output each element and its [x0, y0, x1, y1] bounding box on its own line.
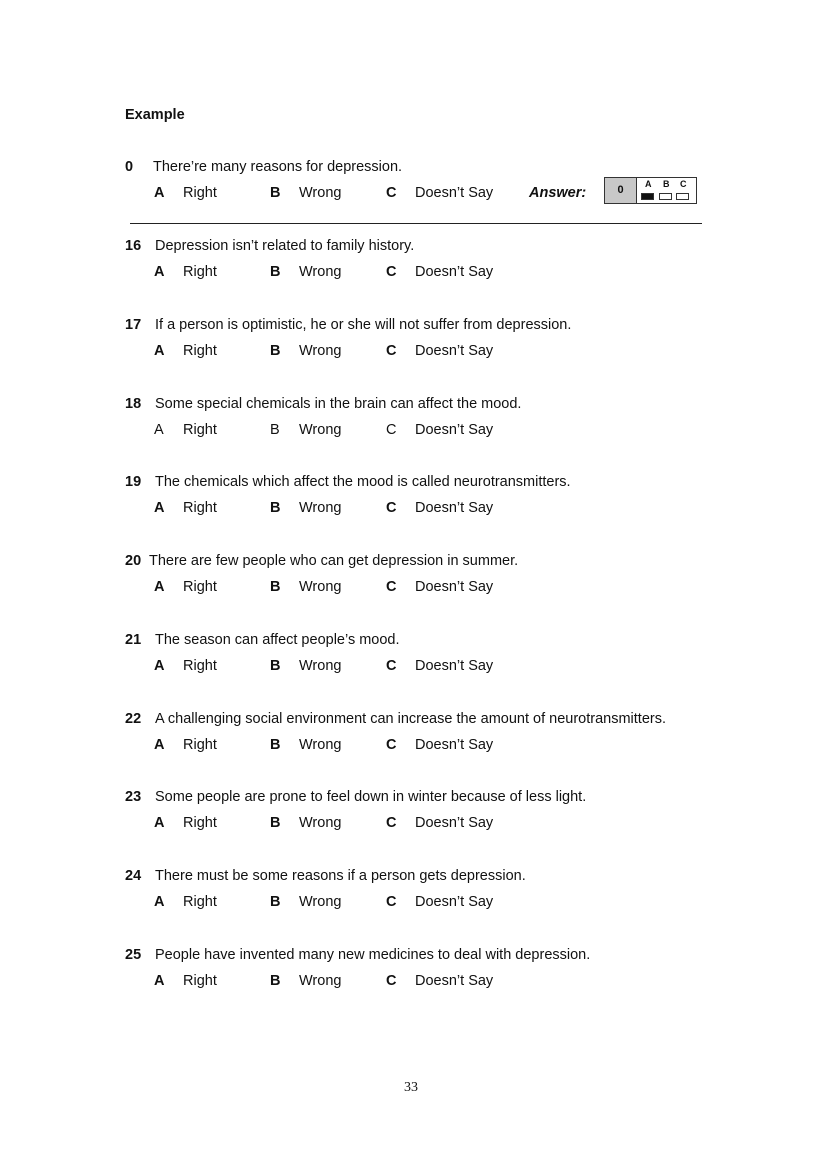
question-text: Depression isn’t related to family history. — [155, 238, 415, 254]
question-text: Some special chemicals in the brain can affect the mood. — [155, 396, 522, 412]
option-b-text[interactable]: Wrong — [299, 264, 342, 280]
question-number: 20 — [125, 553, 142, 569]
question-item — [125, 947, 725, 1007]
question-text: There must be some reasons if a person gets depression. — [155, 868, 526, 884]
option-a-text[interactable]: Right — [183, 500, 217, 516]
answer-box-number: 0 — [605, 178, 637, 203]
question-item — [125, 396, 725, 456]
option-a-text[interactable]: Right — [183, 894, 217, 910]
option-a-letter: A — [154, 185, 165, 201]
answer-options — [125, 343, 725, 363]
option-b-letter: B — [270, 185, 281, 201]
question-text: If a person is optimistic, he or she will not suffer from depression. — [155, 317, 572, 333]
option-b-text[interactable]: Wrong — [299, 894, 342, 910]
option-a-letter[interactable]: A — [154, 894, 165, 910]
option-b-letter[interactable]: B — [270, 658, 281, 674]
option-a-text[interactable]: Right — [183, 737, 217, 753]
option-b-letter[interactable]: B — [270, 737, 281, 753]
question-number: 17 — [125, 317, 142, 333]
answer-options — [125, 264, 725, 284]
option-a-text[interactable]: Right — [183, 973, 217, 989]
answer-options — [125, 894, 725, 914]
question-item — [125, 789, 725, 849]
bubble-letter-a: A — [645, 179, 652, 189]
answer-options — [125, 815, 725, 835]
question-text: Some people are prone to feel down in winter because of less light. — [155, 789, 587, 805]
option-b-text[interactable]: Wrong — [299, 973, 342, 989]
answer-options — [125, 500, 725, 520]
option-a-letter[interactable]: A — [154, 973, 165, 989]
question-text: There are few people who can get depression in summer. — [149, 553, 519, 569]
option-a-text[interactable]: Right — [183, 343, 217, 359]
answer-bubble-a[interactable] — [641, 193, 654, 200]
option-c-letter: C — [386, 185, 397, 201]
option-c-letter[interactable]: C — [386, 422, 397, 438]
page-number: 33 — [404, 1080, 418, 1095]
option-a-text[interactable]: Right — [183, 658, 217, 674]
option-b-letter[interactable]: B — [270, 343, 281, 359]
answer-bubble-b[interactable] — [659, 193, 672, 200]
option-a-letter[interactable]: A — [154, 264, 165, 280]
answer-bubble-c[interactable] — [676, 193, 689, 200]
option-c-text[interactable]: Doesn’t Say — [415, 579, 494, 595]
question-text: The chemicals which affect the mood is called neurotransmitters. — [155, 474, 571, 490]
option-c-letter[interactable]: C — [386, 894, 397, 910]
option-a-letter[interactable]: A — [154, 343, 165, 359]
option-c-text[interactable]: Doesn’t Say — [415, 658, 494, 674]
example-question — [125, 159, 725, 229]
question-text: The season can affect people’s mood. — [155, 632, 400, 648]
option-a-text[interactable]: Right — [183, 815, 217, 831]
option-a-text[interactable]: Right — [183, 579, 217, 595]
answer-options — [125, 737, 725, 757]
option-b-letter[interactable]: B — [270, 579, 281, 595]
question-number: 25 — [125, 947, 142, 963]
option-b-letter[interactable]: B — [270, 894, 281, 910]
option-c-text[interactable]: Doesn’t Say — [415, 973, 494, 989]
question-number: 18 — [125, 396, 142, 412]
question-number: 23 — [125, 789, 142, 805]
option-c-text[interactable]: Doesn’t Say — [415, 264, 494, 280]
option-c-text[interactable]: Doesn’t Say — [415, 894, 494, 910]
question-item — [125, 553, 725, 613]
option-c-letter[interactable]: C — [386, 579, 397, 595]
option-b-text[interactable]: Wrong — [299, 422, 342, 438]
option-b-text[interactable]: Wrong — [299, 658, 342, 674]
option-a-letter[interactable]: A — [154, 737, 165, 753]
option-c-letter[interactable]: C — [386, 500, 397, 516]
option-a-letter[interactable]: A — [154, 422, 164, 438]
option-c-letter[interactable]: C — [386, 815, 397, 831]
option-a-text[interactable]: Right — [183, 422, 217, 438]
option-b-letter[interactable]: B — [270, 500, 281, 516]
answer-options — [125, 179, 725, 205]
option-b-text[interactable]: Wrong — [299, 343, 342, 359]
option-c-text[interactable]: Doesn’t Say — [415, 815, 494, 831]
option-a-text: Right — [183, 185, 217, 201]
answer-box — [604, 177, 697, 204]
option-a-letter[interactable]: A — [154, 815, 165, 831]
option-c-text[interactable]: Doesn’t Say — [415, 422, 494, 438]
question-number: 21 — [125, 632, 142, 648]
question-number: 0 — [125, 159, 134, 175]
option-c-text: Doesn’t Say — [415, 185, 494, 201]
answer-label: Answer: — [529, 185, 587, 201]
question-item — [125, 474, 725, 534]
option-c-letter[interactable]: C — [386, 973, 397, 989]
answer-options — [125, 973, 725, 993]
option-b-letter[interactable]: B — [270, 264, 281, 280]
option-b-text[interactable]: Wrong — [299, 579, 342, 595]
option-b-text[interactable]: Wrong — [299, 500, 342, 516]
option-a-text[interactable]: Right — [183, 264, 217, 280]
bubble-letter-c: C — [680, 179, 687, 189]
question-item — [125, 317, 725, 377]
question-text: There’re many reasons for depression. — [153, 159, 403, 175]
question-item — [125, 238, 725, 298]
option-b-text[interactable]: Wrong — [299, 815, 342, 831]
question-item — [125, 868, 725, 928]
answer-options — [125, 422, 725, 442]
question-number: 19 — [125, 474, 142, 490]
option-a-letter[interactable]: A — [154, 579, 165, 595]
option-c-letter[interactable]: C — [386, 658, 397, 674]
answer-options — [125, 658, 725, 678]
question-item — [125, 711, 725, 771]
option-a-letter[interactable]: A — [154, 658, 165, 674]
option-b-letter[interactable]: B — [270, 422, 280, 438]
option-b-letter[interactable]: B — [270, 815, 281, 831]
question-number: 22 — [125, 711, 142, 727]
option-c-text[interactable]: Doesn’t Say — [415, 343, 494, 359]
option-c-letter[interactable]: C — [386, 264, 397, 280]
option-c-letter[interactable]: C — [386, 737, 397, 753]
option-c-text[interactable]: Doesn’t Say — [415, 500, 494, 516]
divider-line — [130, 223, 702, 224]
section-heading: Example — [125, 107, 185, 123]
question-text: A challenging social environment can increase the amount of neurotransmitters. — [155, 711, 667, 727]
question-number: 24 — [125, 868, 142, 884]
option-c-text[interactable]: Doesn’t Say — [415, 737, 494, 753]
option-a-letter[interactable]: A — [154, 500, 165, 516]
question-number: 16 — [125, 238, 142, 254]
question-item — [125, 632, 725, 692]
option-c-letter[interactable]: C — [386, 343, 397, 359]
option-b-text: Wrong — [299, 185, 342, 201]
answer-options — [125, 579, 725, 599]
option-b-text[interactable]: Wrong — [299, 737, 342, 753]
question-text: People have invented many new medicines to deal with depression. — [155, 947, 591, 963]
option-b-letter[interactable]: B — [270, 973, 281, 989]
bubble-letter-b: B — [663, 179, 670, 189]
